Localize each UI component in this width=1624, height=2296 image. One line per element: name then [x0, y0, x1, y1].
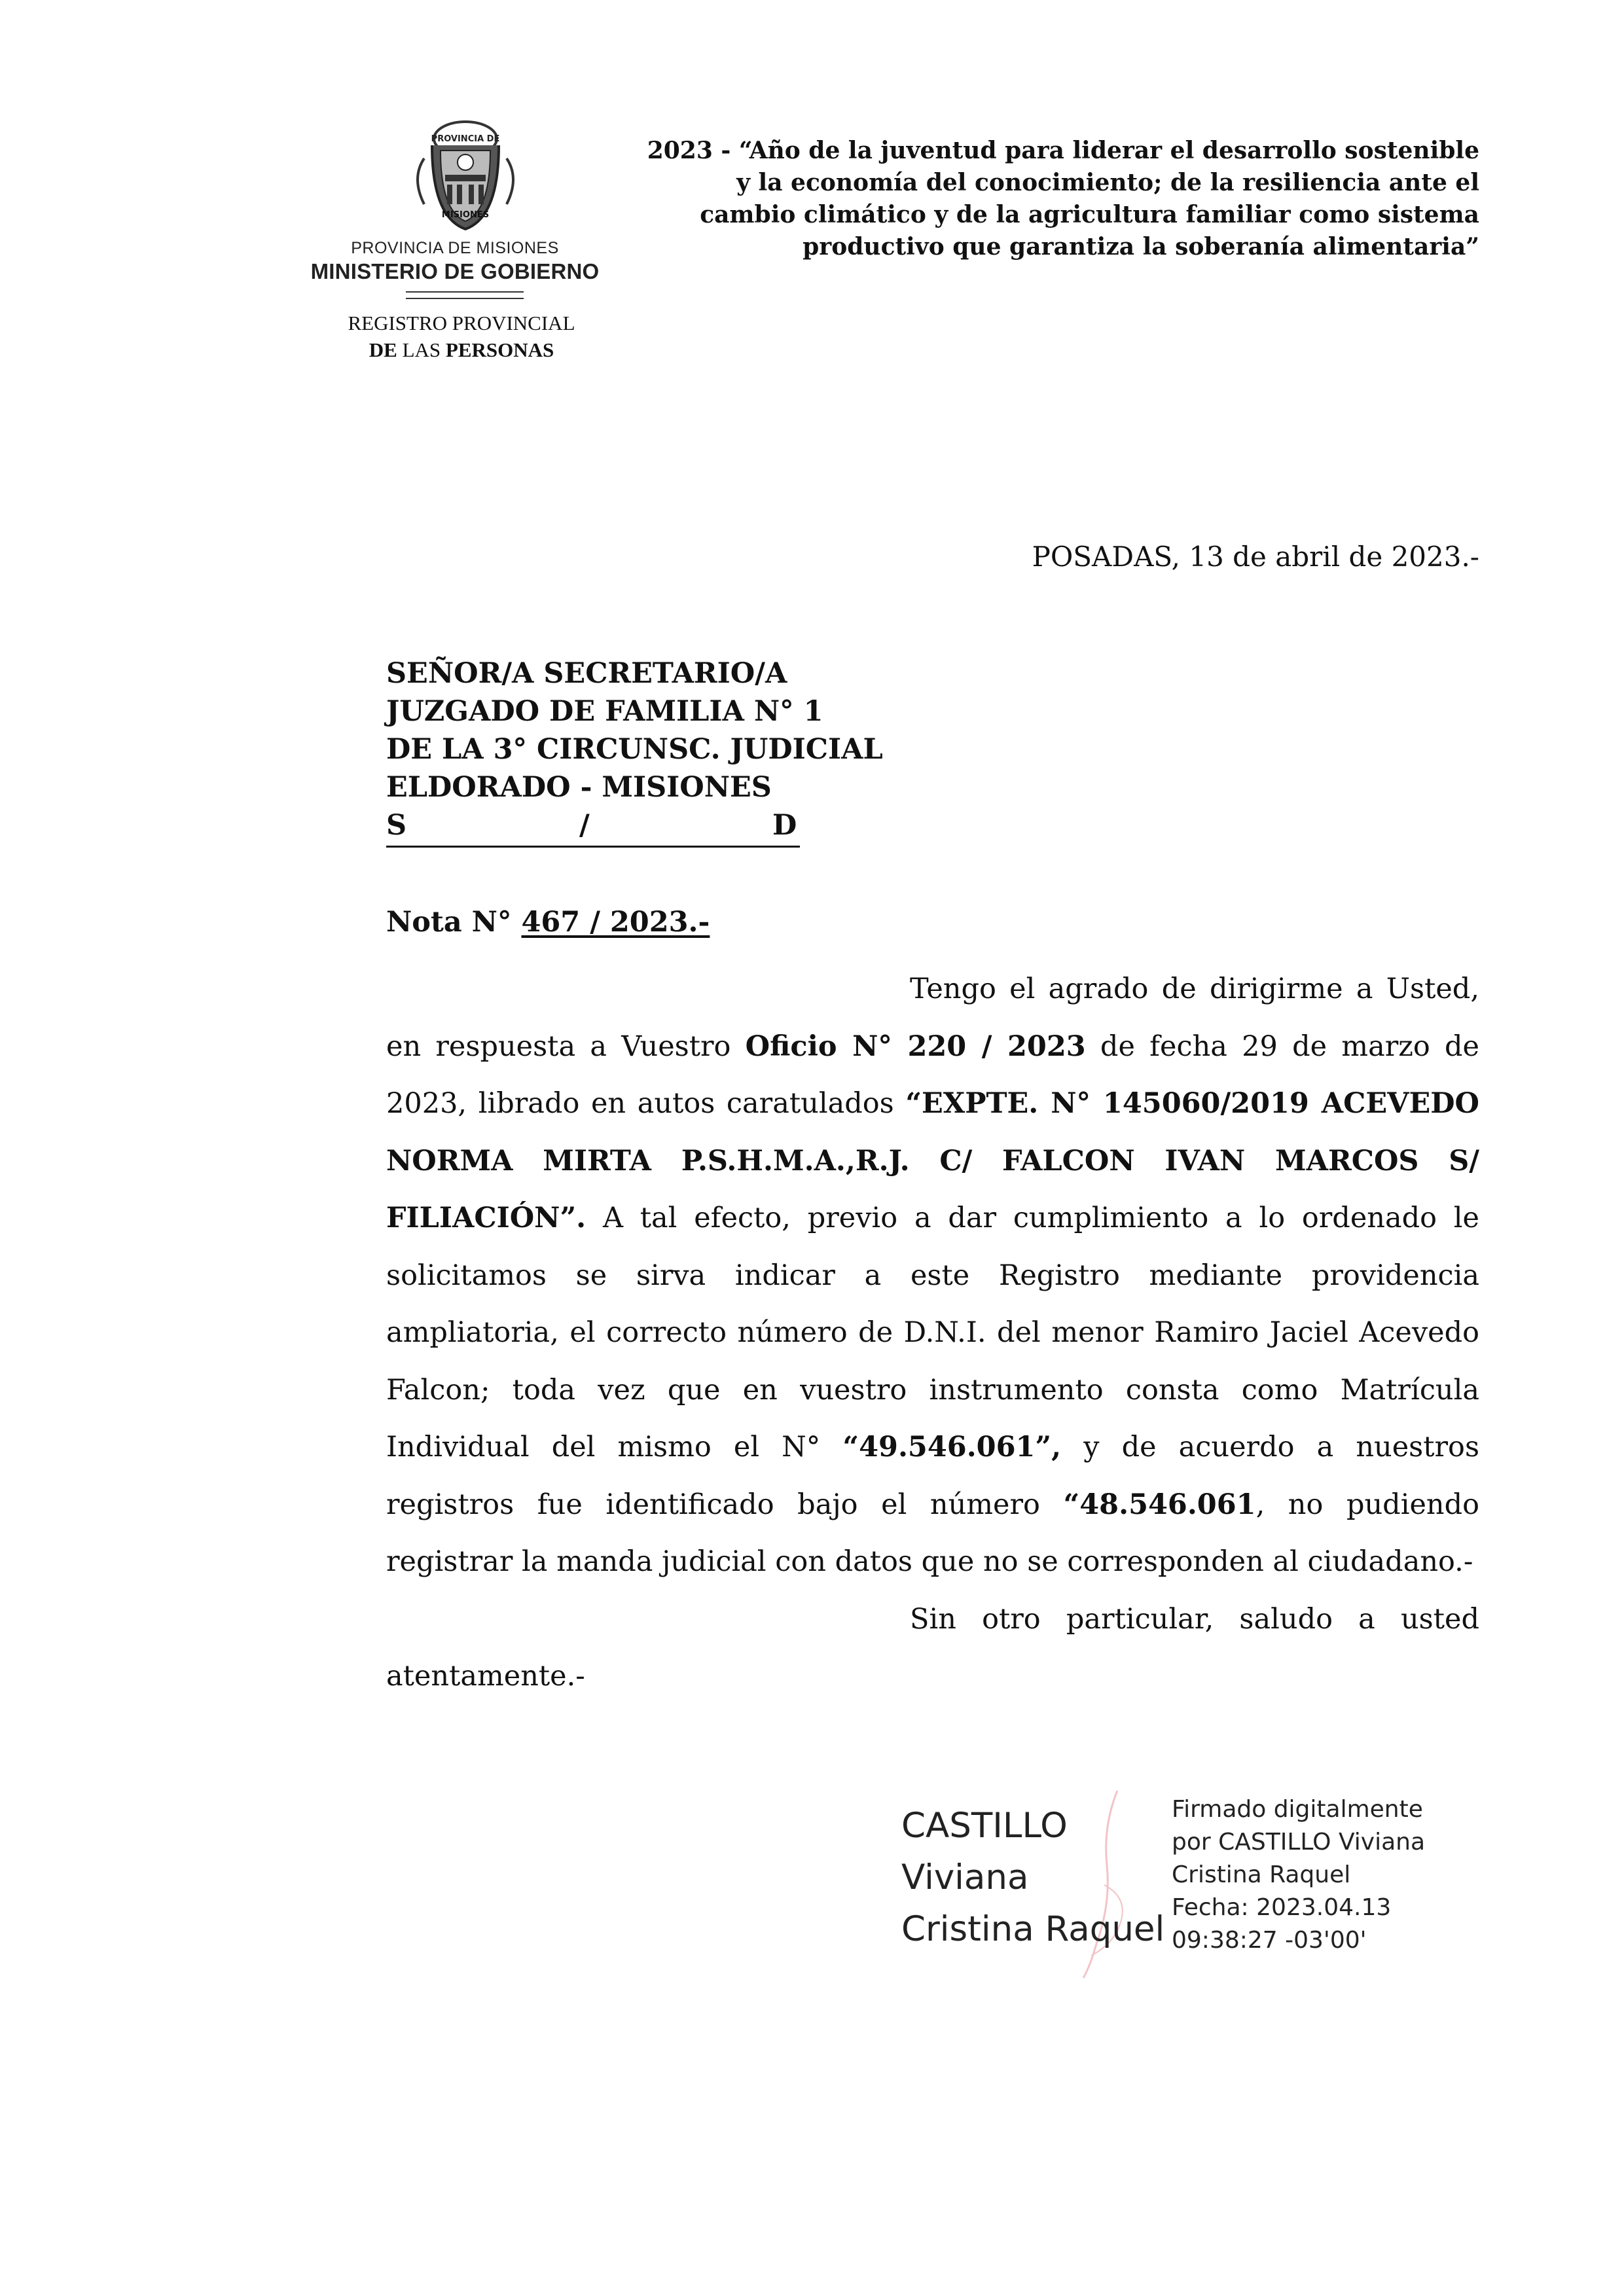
note-value: 467 / 2023.-: [521, 906, 710, 939]
letterhead-divider: [406, 298, 524, 299]
letter-date: POSADAS, 13 de abril de 2023.-: [1032, 541, 1479, 573]
signer-name-line: Cristina Raquel: [901, 1909, 1165, 1949]
motto-line: productivo que garantiza la soberanía alimentaria”: [803, 233, 1479, 260]
signature-detail-line: por CASTILLO Viviana: [1172, 1829, 1426, 1856]
closing-paragraph: Sin otro particular, saludo a usted atentamente.-: [386, 1602, 1479, 1693]
signer-name: [901, 1800, 1164, 1955]
addressee-line: DE LA 3° CIRCUNSC. JUDICIAL: [386, 733, 883, 766]
body-text: Tengo el agrado de dirigirme a Usted, en respuesta a Vuestro: [386, 973, 1479, 1063]
signer-name-line: CASTILLO: [901, 1806, 1068, 1846]
registry-de: DE: [369, 338, 403, 361]
signature-time: 09:38:27 -03'00': [1172, 1927, 1367, 1954]
year-motto: [537, 135, 1479, 263]
seal-text-top: PROVINCIA DE: [431, 134, 500, 144]
addressee-line: ELDORADO - MISIONES: [386, 771, 772, 804]
addressee-line: SEÑOR/A SECRETARIO/A: [386, 657, 787, 690]
registry-name-line1: REGISTRO PROVINCIAL: [348, 312, 575, 334]
seal-text-bottom: MISIONES: [441, 210, 490, 220]
signer-name-line: Viviana: [901, 1857, 1029, 1897]
motto-line: y la economía del conocimiento; de la resiliencia ante el: [736, 169, 1479, 196]
note-label: Nota N°: [386, 906, 522, 939]
wrong-id-number: “49.546.061”,: [842, 1431, 1062, 1463]
signature-detail-line: Cristina Raquel: [1172, 1861, 1351, 1888]
body-paragraph: [386, 961, 1479, 1591]
sd-d: D: [772, 809, 797, 842]
digital-signature-detail: [1172, 1793, 1425, 1957]
case-reference: “EXPTE. N° 145060/2019 ACEVEDO NORMA MIRTA P.S.H.M.A.,R.J. C/ FALCON IVAN MARCOS S/ FILIACIÓN”.: [386, 1087, 1480, 1234]
registry-personas: PERSONAS: [441, 338, 554, 361]
province-name: PROVINCIA DE MISIONES: [351, 239, 559, 257]
oficio-reference: Oficio N° 220 / 2023: [745, 1030, 1086, 1063]
motto-line: 2023 - “Año de la juventud para liderar el desarrollo sostenible: [647, 137, 1479, 164]
sd-s: S: [386, 809, 407, 842]
sd-slash: /: [579, 809, 590, 842]
correct-id-number: “48.546.061: [1063, 1488, 1256, 1521]
province-seal: [391, 119, 539, 234]
body-text: y de acuerdo a nuestros registros fue identificado bajo el número: [386, 1431, 1480, 1521]
body-text: A tal efecto, previo a dar cumplimiento a lo ordenado le solicitamos se sirva indicar a este Registro mediante providencia ampliatoria, el correcto número de D.N.I. del menor Ramiro Jaciel Acevedo Falcon; toda vez que en vuestro instrumento consta como Matrícula Individual del mismo el N°: [386, 1202, 1479, 1463]
addressee-line: JUZGADO DE FAMILIA N° 1: [386, 695, 823, 728]
signature-detail-line: Firmado digitalmente: [1172, 1796, 1423, 1823]
letterhead-divider: [406, 291, 524, 293]
motto-line: cambio climático y de la agricultura familiar como sistema: [700, 201, 1479, 228]
sd-underline: [386, 846, 800, 848]
body-text: de fecha 29 de marzo de 2023, librado en autos caratulados: [386, 1030, 1480, 1120]
note-number: [386, 906, 710, 939]
ministry-name: MINISTERIO DE GOBIERNO: [310, 259, 600, 283]
signature-date: Fecha: 2023.04.13: [1172, 1894, 1392, 1921]
registry-name-line2: [311, 338, 612, 362]
registry-las: LAS: [402, 338, 441, 361]
body-text: , no pudiendo registrar la manda judicial con datos que no se corresponden al ciudadano.-: [386, 1488, 1480, 1578]
letter-body: [386, 961, 1479, 1706]
